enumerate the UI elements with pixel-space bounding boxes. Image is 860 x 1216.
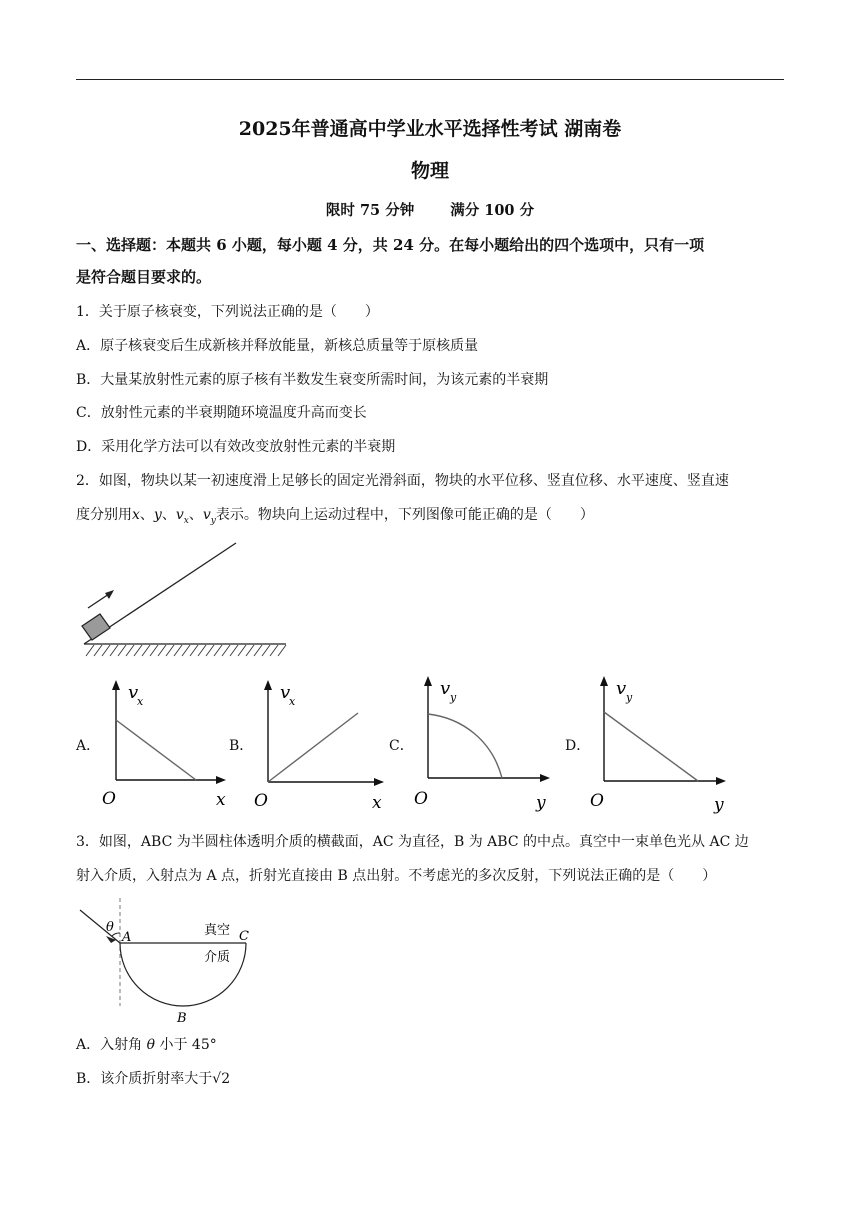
var-vy: [202, 507, 216, 526]
q2-stem-line1: 2．如图，物块以某一初速度滑上足够长的固定光滑斜面，物块的水平位移、竖直位移、水平速度、竖直速: [76, 473, 729, 489]
q2-option-a-label: A．: [76, 738, 101, 754]
section-heading-line1: 一、选择题：本题共 6 小题，每小题 4 分，共 24 分。在每小题给出的四个选项中，只有一项: [76, 236, 705, 254]
sep-3: 、: [188, 507, 203, 523]
q1-option-a: A．原子核衰变后生成新核并释放能量，新核总质量等于原核质量: [76, 338, 479, 354]
graph-a-xlabel: x: [216, 790, 226, 810]
semicircle-figure: [76, 898, 261, 1028]
vacuum-label: 真空: [204, 923, 231, 938]
sep-1: 、: [139, 507, 154, 523]
graph-d-ylabel: v: [616, 678, 627, 699]
theta-label: θ: [106, 920, 114, 935]
q3-option-b-text: B．该介质折射率大于: [76, 1071, 213, 1087]
graph-a-origin: O: [102, 789, 116, 809]
q2-option-d-label: D．: [565, 738, 591, 754]
exam-subject: 物理: [410, 160, 449, 182]
graph-c-ylabel: v: [440, 678, 451, 699]
q3-option-a: [76, 1035, 217, 1055]
graph-a-ysub: x: [137, 695, 144, 708]
q3-option-a-pre: A．入射角: [76, 1037, 143, 1053]
header-rule: [76, 79, 784, 80]
graph-b-origin: O: [254, 791, 268, 811]
var-vx: [175, 507, 189, 526]
q3-option-b: [76, 1069, 230, 1089]
q3-stem-line1: 3．如图，ABC 为半圆柱体透明介质的横截面，AC 为直径，B 为 ABC 的中点。真空中一束单色光从 AC 边: [76, 834, 749, 850]
q2-stem-line2: [76, 505, 594, 531]
q2-option-c-label: C．: [389, 738, 414, 754]
exam-limits: [0, 201, 860, 221]
point-b-label: B: [177, 1011, 187, 1026]
graph-a: [98, 678, 233, 813]
graph-b-ysub: x: [289, 695, 296, 708]
q3-option-a-theta: θ: [146, 1037, 156, 1053]
q3-stem-line2: 射入介质，入射点为 A 点，折射光直接由 B 点出射。不考虑光的多次反射，下列说法正确的是（ ）: [76, 868, 717, 884]
graph-c-xlabel: y: [536, 793, 546, 813]
graph-b: [250, 678, 395, 813]
point-c-label: C: [239, 929, 249, 944]
graph-b-xlabel: x: [372, 793, 382, 813]
ground-hatch: [86, 645, 286, 656]
graph-a-curve: [116, 720, 196, 780]
point-a-label: A: [122, 930, 132, 945]
graph-c-origin: O: [414, 789, 428, 809]
sep-2: 、: [161, 507, 176, 523]
q1-option-b: B．大量某放射性元素的原子核有半数发生衰变所需时间，为该元素的半衰期: [76, 372, 549, 388]
incident-ray-arrowhead: [106, 936, 116, 943]
var-y: y: [153, 507, 162, 523]
graph-c-curve: [428, 714, 502, 778]
graph-a-ylabel: v: [128, 682, 139, 703]
q2-stem-post: 表示。物块向上运动过程中，下列图像可能正确的是（ ）: [215, 507, 594, 523]
graph-d-curve: [604, 712, 698, 781]
velocity-arrowhead: [105, 590, 114, 599]
graph-d-xlabel: y: [714, 795, 724, 815]
medium-label: 介质: [204, 950, 231, 965]
q1-option-c: C．放射性元素的半衰期随环境温度升高而变长: [76, 405, 367, 421]
q2-option-b-label: B．: [229, 738, 254, 754]
var-v2: v: [202, 507, 211, 523]
var-sub-x: x: [183, 515, 189, 526]
time-limit: 限时 75 分钟: [325, 202, 415, 219]
var-v: v: [175, 507, 184, 523]
graph-c: [410, 674, 560, 814]
graph-b-curve: [268, 713, 358, 782]
graph-d-origin: O: [590, 791, 604, 811]
var-sub-y: y: [210, 515, 216, 526]
graph-d-ysub: y: [626, 691, 633, 704]
var-x: x: [132, 507, 140, 523]
graph-c-ysub: y: [450, 691, 457, 704]
incline-figure: [76, 538, 291, 663]
q3-option-b-sqrt: √2: [212, 1071, 231, 1087]
graph-b-ylabel: v: [280, 682, 291, 703]
incident-ray: [80, 910, 120, 943]
q1-option-d: D．采用化学方法可以有效改变放射性元素的半衰期: [76, 439, 396, 455]
q2-stem-pre: 度分别用: [76, 507, 132, 523]
block: [82, 614, 110, 640]
q3-option-a-post: 小于 45°: [159, 1037, 217, 1053]
section-heading-line2: 是符合题目要求的。: [76, 268, 212, 286]
q1-stem: 1．关于原子核衰变，下列说法正确的是（ ）: [76, 304, 379, 320]
full-score: 满分 100 分: [450, 202, 535, 219]
graph-d: [586, 674, 736, 814]
exam-title: 2025年普通高中学业水平选择性考试 湖南卷: [238, 118, 622, 140]
